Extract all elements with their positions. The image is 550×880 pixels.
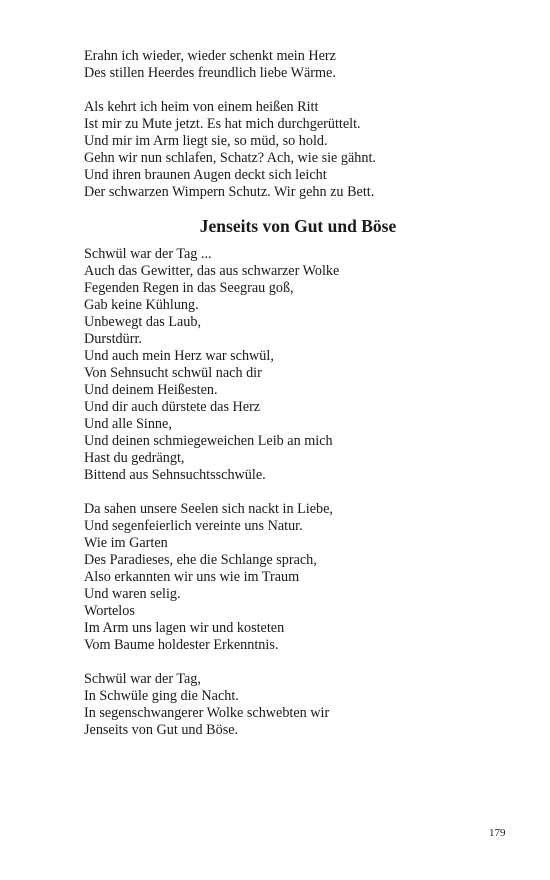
poem-line: In Schwüle ging die Nacht. (84, 688, 239, 704)
stanza-gap (84, 654, 504, 671)
poem-line: Unbewegt das Laub, (84, 314, 202, 330)
poem-line: Gab keine Kühlung. (84, 297, 199, 313)
poem-line: Der schwarzen Wimpern Schutz. Wir gehn zu Bett. (84, 184, 375, 200)
stanza-3 (84, 671, 504, 739)
poem-line: Und alle Sinne, (84, 416, 172, 432)
poem-line: Und mir im Arm liegt sie, so müd, so hold. (84, 133, 328, 149)
poem-line: Bittend aus Sehnsuchtsschwüle. (84, 467, 266, 483)
poem-line: Und dir auch dürstete das Herz (84, 399, 261, 415)
title-gap (84, 237, 504, 246)
poem-line: Hast du gedrängt, (84, 450, 185, 466)
poem-line: Gehn wir nun schlafen, Schatz? Ach, wie sie gähnt. (84, 150, 376, 166)
page-body (84, 48, 504, 739)
poem-line: Des Paradieses, ehe die Schlange sprach, (84, 552, 317, 568)
poem-line: Schwül war der Tag ... (84, 246, 212, 262)
poem-line: Schwül war der Tag, (84, 671, 201, 687)
poem-line: Und deinen schmiegeweichen Leib an mich (84, 433, 333, 449)
poem-line: Also erkannten wir uns wie im Traum (84, 569, 300, 585)
page-number: 179 (489, 827, 506, 839)
poem-line: Als kehrt ich heim von einem heißen Ritt (84, 99, 319, 115)
poem-line: Jenseits von Gut und Böse. (84, 722, 239, 738)
poem-line: Ist mir zu Mute jetzt. Es hat mich durchgerüttelt. (84, 116, 361, 132)
poem-line: Fegenden Regen in das Seegrau goß, (84, 280, 294, 296)
title-gap (84, 201, 504, 215)
stanza-intro-2 (84, 99, 504, 201)
poem-line: Im Arm uns lagen wir und kosteten (84, 620, 285, 636)
poem-line: Vom Baume holdester Erkenntnis. (84, 637, 279, 653)
stanza-gap (84, 484, 504, 501)
poem-line: Und segenfeierlich vereinte uns Natur. (84, 518, 303, 534)
poem-line: Wortelos (84, 603, 135, 619)
stanza-gap (84, 82, 504, 99)
stanza-intro-1 (84, 48, 504, 82)
poem-line: Und ihren braunen Augen deckt sich leicht (84, 167, 327, 183)
poem-line: Und waren selig. (84, 586, 181, 602)
poem-line: Von Sehnsucht schwül nach dir (84, 365, 262, 381)
stanza-1 (84, 246, 504, 484)
poem-line: In segenschwangerer Wolke schwebten wir (84, 705, 330, 721)
poem-line: Und deinem Heißesten. (84, 382, 218, 398)
poem-line: Erahn ich wieder, wieder schenkt mein Herz (84, 48, 336, 64)
poem-line: Des stillen Heerdes freundlich liebe Wärme. (84, 65, 336, 81)
poem-line: Auch das Gewitter, das aus schwarzer Wolke (84, 263, 340, 279)
stanza-2 (84, 501, 504, 654)
poem-line: Durstdürr. (84, 331, 142, 347)
poem-title: Jenseits von Gut und Böse (199, 216, 397, 236)
poem-line: Da sahen unsere Seelen sich nackt in Liebe, (84, 501, 333, 517)
poem-line: Wie im Garten (84, 535, 168, 551)
poem-line: Und auch mein Herz war schwül, (84, 348, 274, 364)
